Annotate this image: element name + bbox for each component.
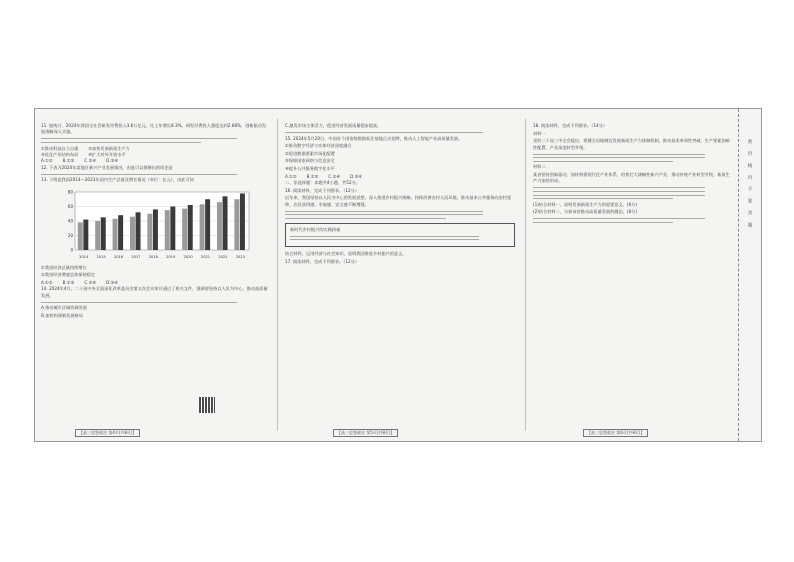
- option: ④扩大对外开放水平: [88, 152, 126, 157]
- list-item: ③保障国家网络与信息安全: [285, 158, 335, 164]
- text-line: [285, 214, 483, 215]
- text-line: [41, 302, 237, 303]
- task: (1)结合材料一，说明发展新质生产力的重要意义。(6分): [533, 201, 637, 207]
- bar: [95, 221, 100, 250]
- bar: [234, 199, 239, 250]
- text-line: [41, 174, 237, 175]
- x-tick-label: 2023: [235, 254, 245, 259]
- text-line: [533, 154, 705, 155]
- answer-choice: A.①②: [41, 158, 53, 164]
- bar: [188, 205, 193, 250]
- x-tick-label: 2021: [200, 254, 211, 259]
- bar: [78, 222, 83, 250]
- column-middle: [285, 123, 515, 266]
- x-tick-label: 2016: [113, 254, 124, 259]
- answer-choice: D.③④: [350, 173, 363, 179]
- x-tick-label: 2017: [131, 254, 141, 259]
- bar: [182, 208, 187, 249]
- bar: [205, 199, 210, 250]
- material-title: 材料一: [533, 130, 546, 136]
- bar-chart: [57, 188, 253, 262]
- section-title: 二、非选择题：本题共4小题，共52分。: [285, 179, 360, 185]
- answer-choice: D.③④: [106, 280, 119, 285]
- box-title: 新时代乡村振兴的实践探索: [290, 226, 341, 232]
- bar: [217, 202, 222, 250]
- bar: [147, 214, 152, 250]
- question-17: 17. 阅读材料，完成下列要求。（12分）: [285, 258, 360, 264]
- material-box: [285, 223, 515, 247]
- qr-code-icon: [199, 397, 215, 413]
- option: C.激发市场主体活力，促进经济发展质量稳步提高。: [285, 123, 382, 128]
- question-12: 12. 下表为2024年某地区新兴产业发展情况，由此可以推断出的结论是: [41, 164, 173, 170]
- question-11: 11. 据统计，2024年我国全社会研发经费投入3.6万亿元，比上年增长8.3%，研发经费投入强度达到2.68%，创新驱动发展战略深入实施。: [41, 123, 267, 135]
- y-tick-label: 60: [67, 203, 73, 209]
- text-line: [533, 218, 705, 219]
- bar: [83, 219, 88, 249]
- bar: [101, 217, 106, 250]
- y-tick-label: 0: [70, 247, 73, 253]
- answer-choice: C.②④: [84, 158, 97, 164]
- answer-choice: A.①②: [41, 280, 53, 285]
- y-tick-label: 20: [67, 232, 73, 238]
- text-line: [285, 132, 483, 133]
- text-line: [290, 236, 479, 237]
- chart-question: 13. 下图是我国2014—2023年国内生产总值及增长情况（单位：亿元），由此可知: [41, 177, 194, 183]
- y-tick-label: 40: [67, 218, 73, 224]
- column-right: [533, 123, 733, 226]
- text-line: [41, 142, 201, 143]
- exam-sheet: [34, 108, 762, 442]
- option: ③优化产业结构布局: [41, 152, 79, 157]
- answer-choice: C.②④: [84, 280, 97, 285]
- bar-chart-svg: [57, 188, 253, 262]
- text-line: [533, 222, 673, 223]
- material-title: 材料二: [533, 164, 546, 170]
- page-footer: 【高三思想政治 第4页(共8页)】: [75, 429, 140, 437]
- text-line: [290, 239, 479, 240]
- option: ②加快发展新质生产力: [88, 145, 130, 151]
- page-footer: 【高三思想政治 第5页(共8页)】: [333, 429, 398, 437]
- bar: [200, 204, 205, 250]
- bar: [153, 209, 158, 250]
- chart-note: ①我国经济总量持续增长: [41, 264, 87, 270]
- text-line: [41, 138, 237, 139]
- bar: [118, 215, 123, 250]
- x-tick-label: 2018: [148, 254, 158, 259]
- question-15: 15. 2024年5月20日，中国首个国家级数据标注基地正式挂牌，推动人工智能产业高质量发展。: [285, 135, 463, 141]
- text-line: [285, 218, 446, 219]
- x-tick-label: 2020: [183, 254, 193, 259]
- option: B.加快构建新发展格局: [41, 313, 83, 318]
- material-text: 党的二十届三中全会提出，要健全因地制宜发展新质生产力体制机制，推动技术革命性突破、生产要素创新性配置、产业深度转型升级。: [533, 138, 730, 150]
- task: (2)结合材料二，分析该省推动高质量发展的做法。(8分): [533, 209, 637, 215]
- answer-choice: C.②④: [328, 173, 341, 179]
- bar: [165, 210, 170, 250]
- bar: [130, 216, 135, 249]
- x-tick-label: 2015: [96, 254, 106, 259]
- y-tick-label: 80: [67, 189, 73, 195]
- answer-choice: D.③④: [106, 158, 119, 164]
- chart-note: ②我国经济增速总体保持稳定: [41, 272, 96, 278]
- text-line: [533, 195, 705, 196]
- list-item: ②促进数据要素市场化配置: [285, 150, 335, 156]
- x-tick-label: 2019: [166, 254, 176, 259]
- page-footer: 【高三思想政治 第6页(共8页)】: [583, 429, 648, 437]
- answer-choice: A.①②: [285, 173, 297, 179]
- column-divider: [277, 119, 278, 431]
- text-line: [285, 211, 483, 212]
- list-item: ④提升公共服务数字化水平: [285, 165, 335, 171]
- task-text: 结合材料，运用经济与社会知识，说明我国推进乡村振兴的意义。: [285, 250, 407, 256]
- question-18: 18. 阅读材料，完成下列要求。（14分）: [533, 123, 608, 128]
- option: A.推动城乡区域协调发展: [41, 305, 87, 311]
- text-line: [533, 157, 705, 158]
- bar: [136, 212, 141, 250]
- answer-choice: B.①③: [306, 173, 319, 179]
- column-divider: [525, 119, 526, 431]
- text-line: [533, 187, 705, 188]
- answer-choice: B.①③: [62, 280, 75, 285]
- text-line: [533, 191, 705, 192]
- bar: [113, 219, 118, 250]
- question-16: 16. 阅读材料，完成下列要求。（12分）: [285, 187, 360, 193]
- x-tick-label: 2014: [79, 254, 89, 259]
- option: ①推动科技自立自强: [41, 145, 79, 151]
- passage: 近年来，我国坚持以人民为中心的发展思想，深入推进乡村振兴战略，持续改善农村人居环境，推动基本公共服务向农村延伸，农民获得感、幸福感、安全感不断增强。: [285, 195, 512, 207]
- material-text: 某省坚持创新驱动，加快构建现代化产业体系，培育壮大战略性新兴产业，推动传统产业转型升级，新质生产力加快形成。: [533, 171, 730, 184]
- answer-choice: B.①③: [62, 158, 75, 164]
- bar: [170, 206, 175, 250]
- bar: [223, 196, 228, 250]
- question-14: 14. 2024年4月，二十届中央全面深化改革委员会第五次会议审议通过了相关文件，强调要坚持以人民为中心，推动高质量发展。: [41, 286, 268, 298]
- text-line: [533, 198, 673, 199]
- x-tick-label: 2022: [218, 254, 228, 259]
- seal-line-label: 密 封 线 内 不 要 答 题: [747, 139, 752, 231]
- seal-line-sidebar: [738, 109, 761, 441]
- bar: [240, 193, 245, 250]
- list-item: ①推动数字经济与实体经济深度融合: [285, 143, 352, 149]
- text-line: [533, 161, 673, 162]
- column-left: [41, 123, 269, 321]
